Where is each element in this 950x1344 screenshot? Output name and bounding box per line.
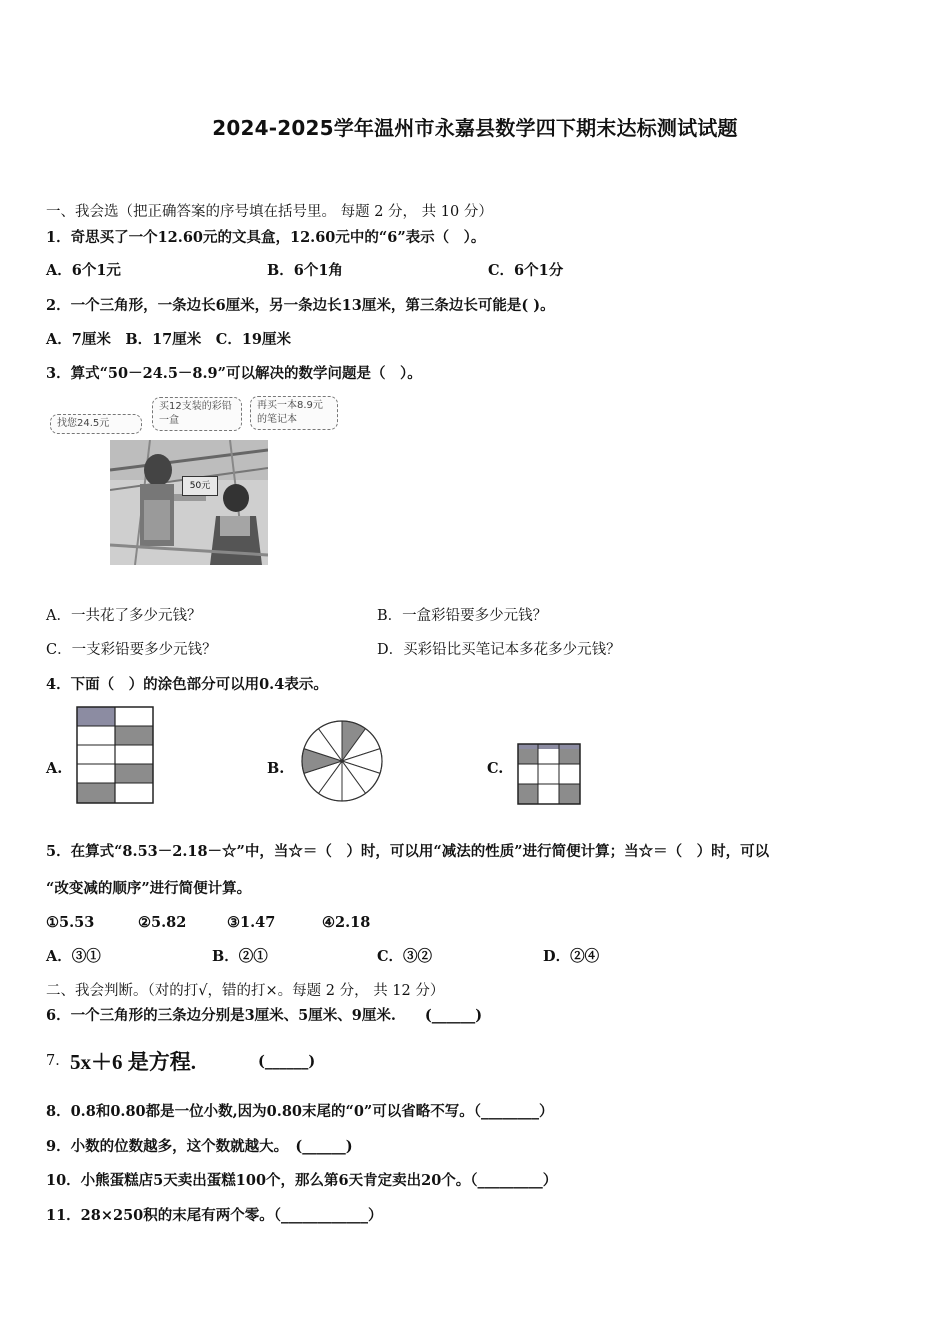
page-title: 2024-2025学年温州市永嘉县数学四下期末达标测试试题: [212, 116, 738, 140]
speech-bubble-pencils: 买12支装的彩铅一盒: [152, 397, 242, 431]
question-5-option-d[interactable]: D．②④: [543, 948, 600, 965]
question-11: 11．28×250积的末尾有两个零。（____________）: [46, 1207, 383, 1224]
question-2-options[interactable]: A．7厘米 B．17厘米 C．19厘米: [46, 331, 291, 348]
question-5-option-b[interactable]: B．②①: [212, 948, 268, 965]
figure-b-circle: [299, 718, 385, 804]
figure-a-grid: [76, 706, 154, 804]
section-1-heading: 一、我会选（把正确答案的序号填在括号里。 每题 2 分， 共 10 分）: [46, 204, 493, 220]
question-7-expression: 5x＋6 是方程.: [70, 1050, 196, 1074]
question-5-option-a[interactable]: A．③①: [46, 948, 101, 965]
question-10: 10．小熊蛋糕店5天卖出蛋糕100个，那么第6天肯定卖出20个。（_________）: [46, 1172, 558, 1189]
question-7-number: 7．: [46, 1053, 70, 1069]
question-3-option-c[interactable]: C．一支彩铅要多少元钱？: [46, 642, 217, 658]
figure-c-grid: [517, 743, 581, 805]
question-5-number-2: ②5.82: [138, 914, 187, 931]
question-8: 8．0.8和0.80都是一位小数,因为0.80末尾的“0”可以省略不写。（________）: [46, 1103, 554, 1120]
question-3-option-b[interactable]: B．一盒彩铅要多少元钱？: [377, 608, 548, 624]
question-5-number-1: ①5.53: [46, 914, 95, 931]
question-5-number-3: ③1.47: [227, 914, 276, 931]
question-4-option-c-label[interactable]: C.: [487, 760, 504, 777]
question-5-stem-line-1: 5．在算式“8.53－2.18－☆”中，当☆＝（ ）时，可以用“减法的性质”进行简便计算；当☆＝（ ）时，可以: [46, 843, 770, 860]
question-1-option-c[interactable]: C．6个1分: [488, 262, 564, 279]
question-4-option-b-label[interactable]: B.: [267, 760, 285, 777]
question-1-option-b[interactable]: B．6个1角: [267, 262, 343, 279]
question-5-number-4: ④2.18: [322, 914, 371, 931]
question-7-answer-blank[interactable]: (______): [258, 1053, 316, 1070]
speech-bubble-change: 找您24.5元: [50, 414, 142, 434]
question-5-stem-line-2: “改变减的顺序”进行简便计算。: [46, 880, 252, 897]
question-4-option-a-label[interactable]: A.: [46, 760, 63, 777]
question-5-option-c[interactable]: C．③②: [377, 948, 433, 965]
question-3-stem: 3．算式“50－24.5－8.9”可以解决的数学问题是（ ）。: [46, 365, 422, 382]
question-1-stem: 1．奇思买了一个12.60元的文具盒，12.60元中的“6”表示（ ）。: [46, 229, 486, 246]
price-sign: 50元: [182, 476, 218, 496]
question-6: 6．一个三角形的三条边分别是3厘米、5厘米、9厘米. (______): [46, 1007, 483, 1024]
question-9: 9．小数的位数越多，这个数就越大。 (______): [46, 1138, 353, 1155]
question-2-stem: 2．一个三角形，一条边长6厘米，另一条边长13厘米，第三条边长可能是( )。: [46, 297, 555, 314]
question-4-stem: 4．下面（ ）的涂色部分可以用0.4表示。: [46, 676, 328, 693]
question-3-option-d[interactable]: D．买彩铅比买笔记本多花多少元钱？: [377, 642, 621, 658]
question-1-option-a[interactable]: A．6个1元: [46, 262, 121, 279]
shop-photo: [110, 440, 268, 565]
section-2-heading: 二、我会判断。（对的打√，错的打×。每题 2 分， 共 12 分）: [46, 983, 445, 999]
speech-bubble-notebook: 再买一本8.9元的笔记本: [250, 396, 338, 430]
question-3-option-a[interactable]: A．一共花了多少元钱？: [46, 608, 202, 624]
